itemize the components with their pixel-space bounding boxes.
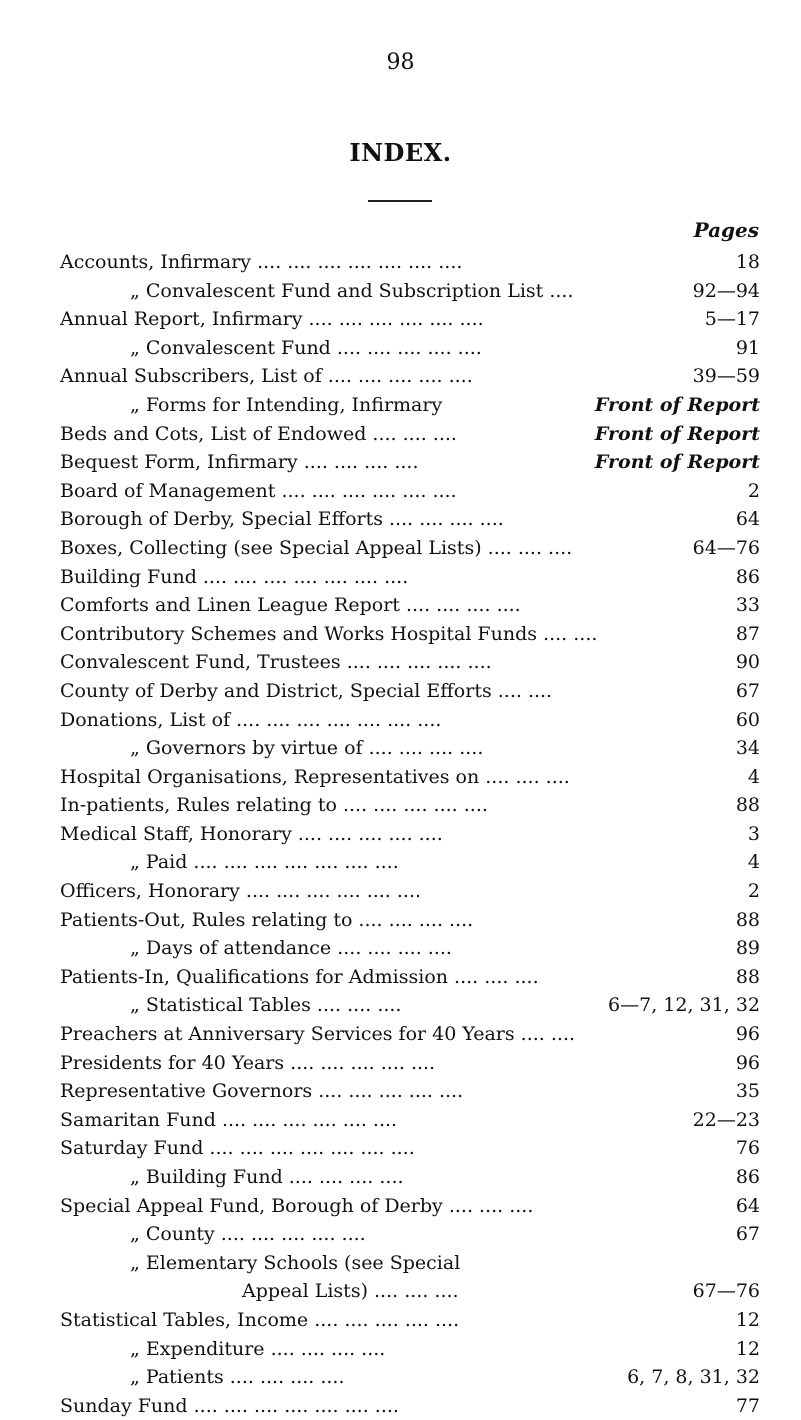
- entry-page: 60: [735, 708, 760, 731]
- index-list: [60, 248, 760, 1420]
- entry-label: „ Governors by virtue of .... .... .... ....: [130, 737, 484, 760]
- entry-label: Saturday Fund .... .... .... .... .... .... ....: [60, 1137, 415, 1160]
- entry-label: „ Paid .... .... .... .... .... .... ....: [130, 851, 399, 874]
- index-entry: [60, 963, 760, 992]
- index-entry: [60, 1249, 760, 1278]
- page-title: INDEX.: [349, 138, 452, 167]
- entry-label: Preachers at Anniversary Services for 40 Years .... ....: [60, 1023, 576, 1046]
- index-entry: [60, 448, 760, 477]
- entry-page: Front of Report: [594, 393, 760, 416]
- entry-page: 35: [735, 1080, 760, 1103]
- entry-label: Samaritan Fund .... .... .... .... .... ....: [60, 1108, 398, 1131]
- entry-label: Special Appeal Fund, Borough of Derby .... .... ....: [60, 1194, 534, 1217]
- entry-page: 64—76: [692, 536, 760, 559]
- index-entry: [60, 648, 760, 677]
- entry-page: 86: [735, 1166, 760, 1188]
- index-entry: [60, 1106, 760, 1135]
- entry-label: Statistical Tables, Income .... .... .... .... ....: [60, 1308, 460, 1331]
- index-entry: [60, 877, 760, 906]
- entry-label: Boxes, Collecting (see Special Appeal Lists) .... .... ....: [60, 536, 573, 559]
- index-entry: [60, 1363, 760, 1392]
- entry-label: „ Patients .... .... .... ....: [130, 1366, 345, 1389]
- entry-label: „ Convalescent Fund .... .... .... .... ....: [130, 336, 482, 359]
- index-entry: [60, 734, 760, 763]
- entry-label: Bequest Form, Infirmary .... .... .... ....: [60, 451, 419, 474]
- entry-page: 2: [747, 880, 760, 903]
- index-entry: [60, 1134, 760, 1163]
- pages-column-header: Pages: [693, 218, 759, 242]
- index-entry: [60, 1049, 760, 1078]
- entry-label: „ Expenditure .... .... .... ....: [130, 1337, 386, 1360]
- entry-label: Sunday Fund .... .... .... .... .... .... ....: [60, 1394, 399, 1417]
- entry-label: Board of Management .... .... .... .... .... ....: [60, 479, 457, 502]
- entry-page: 88: [735, 908, 760, 931]
- entry-page: 12: [735, 1308, 760, 1331]
- index-entry: [60, 305, 760, 334]
- index-entry: [60, 620, 760, 649]
- entry-label: Medical Staff, Honorary .... .... .... .... ....: [60, 822, 443, 845]
- entry-page: 88: [735, 965, 760, 988]
- index-entry: [60, 1077, 760, 1106]
- index-entry: [60, 1192, 760, 1221]
- index-entry: [60, 677, 760, 706]
- entry-label: „ Convalescent Fund and Subscription List ....: [130, 279, 574, 302]
- entry-page: 67: [735, 1223, 760, 1246]
- entry-label: In-patients, Rules relating to .... .... .... .... ....: [60, 794, 488, 817]
- index-entry: [60, 420, 760, 449]
- index-entry: [60, 934, 760, 963]
- index-entry: [60, 277, 760, 306]
- index-entry: [60, 991, 760, 1020]
- index-entry: [60, 1335, 760, 1364]
- entry-label: „ Building Fund .... .... .... ....: [130, 1166, 404, 1188]
- entry-page: 33: [735, 594, 760, 617]
- index-entry: [60, 820, 760, 849]
- entry-page: 86: [735, 565, 760, 588]
- entry-page: 67—76: [692, 1280, 760, 1303]
- page-number: 98: [386, 50, 415, 75]
- index-entry: [60, 1020, 760, 1049]
- entry-page: 2: [747, 479, 760, 502]
- index-entry: [60, 763, 760, 792]
- index-entry: [60, 477, 760, 506]
- index-entry: [60, 848, 760, 877]
- index-entry: [60, 248, 760, 277]
- entry-page: 64: [735, 508, 760, 531]
- index-entry: [60, 563, 760, 592]
- entry-page: 77: [735, 1394, 760, 1417]
- entry-page: 90: [735, 651, 760, 674]
- entry-label: Comforts and Linen League Report .... .... .... ....: [60, 594, 521, 617]
- entry-label: Presidents for 40 Years .... .... .... .... ....: [60, 1051, 436, 1074]
- entry-label: „ Days of attendance .... .... .... ....: [130, 937, 452, 960]
- entry-label: Officers, Honorary .... .... .... .... .... ....: [60, 880, 422, 903]
- index-entry: [60, 1220, 760, 1249]
- entry-page: 6, 7, 8, 31, 32: [627, 1366, 760, 1389]
- entry-label: „ Statistical Tables .... .... ....: [130, 994, 402, 1017]
- index-entry: [60, 1277, 760, 1306]
- entry-page: 18: [735, 251, 760, 273]
- entry-page: 3: [747, 822, 760, 845]
- entry-page: 89: [735, 937, 760, 960]
- entry-page: 64: [735, 1194, 760, 1217]
- index-entry: [60, 334, 760, 363]
- entry-label: Beds and Cots, List of Endowed .... .... ....: [60, 422, 457, 445]
- entry-page: 67: [735, 679, 760, 702]
- index-entry: [60, 1306, 760, 1335]
- entry-page: 4: [747, 851, 760, 874]
- entry-page: 96: [735, 1023, 760, 1046]
- entry-label: Appeal Lists) .... .... ....: [242, 1280, 459, 1303]
- entry-page: 12: [735, 1337, 760, 1360]
- title-divider: [368, 200, 432, 202]
- index-entry: [60, 706, 760, 735]
- entry-label: Borough of Derby, Special Efforts .... .... .... ....: [60, 508, 504, 531]
- index-entry: [60, 591, 760, 620]
- entry-page: 91: [735, 336, 760, 359]
- entry-label: „ Elementary Schools (see Special: [130, 1251, 461, 1274]
- entry-label: Building Fund .... .... .... .... .... .... ....: [60, 565, 409, 588]
- entry-label: County of Derby and District, Special Efforts .... ....: [60, 679, 553, 702]
- entry-page: 22—23: [692, 1108, 760, 1131]
- entry-label: Annual Subscribers, List of .... .... .... .... ....: [60, 365, 473, 388]
- entry-page: 4: [747, 765, 760, 788]
- entry-page: 34: [735, 737, 760, 760]
- entry-label: Representative Governors .... .... .... .... ....: [60, 1080, 464, 1103]
- index-entry: [60, 362, 760, 391]
- entry-label: Patients-Out, Rules relating to .... .... .... ....: [60, 908, 474, 931]
- entry-page: 96: [735, 1051, 760, 1074]
- entry-label: Donations, List of .... .... .... .... .... .... ....: [60, 708, 442, 731]
- index-entry: [60, 906, 760, 935]
- entry-label: Accounts, Infirmary .... .... .... .... .... .... ....: [60, 251, 463, 273]
- entry-label: Hospital Organisations, Representatives on .... .... ....: [60, 765, 570, 788]
- entry-page: 5—17: [704, 308, 760, 331]
- entry-page: 6—7, 12, 31, 32: [608, 994, 760, 1017]
- entry-label: Convalescent Fund, Trustees .... .... .... .... ....: [60, 651, 492, 674]
- entry-page: 76: [735, 1137, 760, 1160]
- index-entry: [60, 791, 760, 820]
- entry-page: Front of Report: [594, 422, 760, 445]
- entry-label: Annual Report, Infirmary .... .... .... .... .... ....: [60, 308, 484, 331]
- index-entry: [60, 391, 760, 420]
- entry-label: Patients-In, Qualifications for Admission .... .... ....: [60, 965, 539, 988]
- entry-page: 92—94: [692, 279, 760, 302]
- index-entry: [60, 534, 760, 563]
- index-entry: [60, 1163, 760, 1192]
- index-entry: [60, 1392, 760, 1420]
- entry-label: „ County .... .... .... .... ....: [130, 1223, 366, 1246]
- entry-page: 39—59: [692, 365, 760, 388]
- entry-page: Front of Report: [594, 451, 760, 474]
- entry-page: 87: [735, 622, 760, 645]
- entry-label: Contributory Schemes and Works Hospital Funds .... ....: [60, 622, 598, 645]
- entry-page: 88: [735, 794, 760, 817]
- index-entry: [60, 505, 760, 534]
- entry-label: „ Forms for Intending, Infirmary: [130, 393, 443, 416]
